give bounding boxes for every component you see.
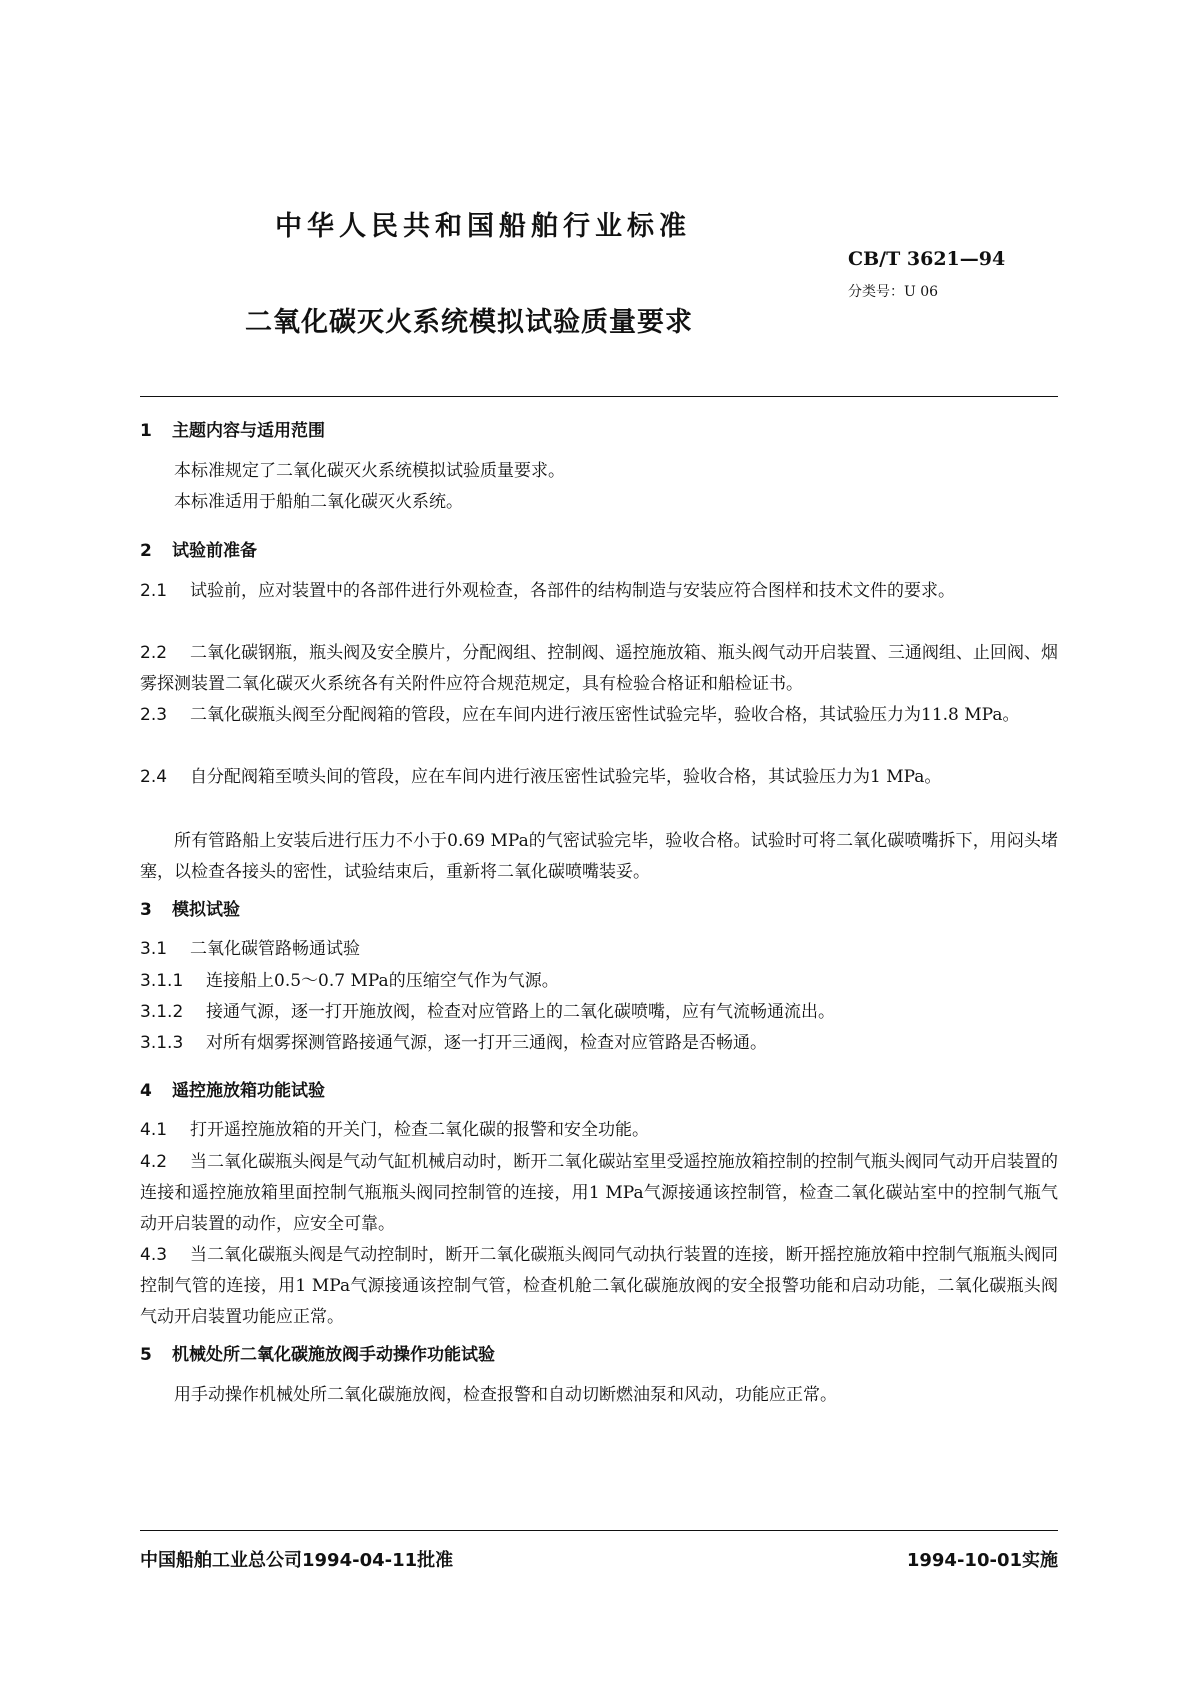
clause-2-4-text: 自分配阀箱至喷头间的管段，应在车间内进行液压密性试验完毕，验收合格，其试验压力为1 MPa。 [190, 767, 942, 787]
section-1-number: 1 [140, 421, 152, 441]
section-2-heading [140, 536, 257, 561]
clause-2-1-text: 试验前，应对装置中的各部件进行外观检查，各部件的结构制造与安装应符合图样和技术文件的要求。 [190, 581, 955, 601]
classification-number: 分类号：U 06 [848, 284, 939, 300]
clause-3-1-number: 3.1 [140, 939, 168, 959]
section-4-heading [140, 1076, 325, 1101]
header-divider [140, 396, 1058, 397]
section-5-heading [140, 1340, 495, 1365]
section-4-number: 4 [140, 1081, 152, 1101]
clause-2-2-text: 二氧化碳钢瓶，瓶头阀及安全膜片，分配阀组、控制阀、遥控施放箱、瓶头阀气动开启装置、三通阀组、止回阀、烟雾探测装置二氧化碳灭火系统各有关附件应符合规范规定，具有检验合格证和船检证书。 [140, 643, 1058, 694]
section-3-number: 3 [140, 900, 152, 920]
clause-4-1-number: 4.1 [140, 1120, 168, 1140]
clause-3-1-3 [140, 1028, 1058, 1059]
clause-2-3-number: 2.3 [140, 705, 168, 725]
approval-date: 中国船舶工业总公司1994-04-11批准 [140, 1550, 454, 1571]
clause-3-1-2-text: 接通气源，逐一打开施放阀，检查对应管路上的二氧化碳喷嘴，应有气流畅通流出。 [206, 1002, 835, 1022]
section-1-para-2: 本标准适用于船舶二氧化碳灭火系统。 [174, 492, 463, 512]
clause-3-1-1-number: 3.1.1 [140, 971, 184, 991]
clause-4-2-number: 4.2 [140, 1152, 168, 1172]
section-5-number: 5 [140, 1345, 152, 1365]
section-1-title: 主题内容与适用范围 [172, 421, 325, 441]
effective-date: 1994-10-01实施 [906, 1550, 1058, 1571]
clause-3-1-1-text: 连接船上0.5～0.7 MPa的压缩空气作为气源。 [206, 971, 559, 991]
clause-4-3-number: 4.3 [140, 1245, 168, 1265]
clause-3-1-1 [140, 966, 1058, 997]
clause-2-3 [140, 700, 1058, 731]
clause-2-4-extra: 所有管路船上安装后进行压力不小于0.69 MPa的气密试验完毕，验收合格。试验时可将二氧化碳喷嘴拆下，用闷头堵塞，以检查各接头的密性，试验结束后，重新将二氧化碳喷嘴装妥。 [140, 831, 1058, 882]
clause-3-1-text: 二氧化碳管路畅通试验 [190, 939, 360, 959]
footer-divider [140, 1530, 1058, 1531]
section-1-heading [140, 416, 325, 441]
section-2-number: 2 [140, 541, 152, 561]
clause-4-1-text: 打开遥控施放箱的开关门，检查二氧化碳的报警和安全功能。 [190, 1120, 649, 1140]
clause-2-2 [140, 638, 1058, 700]
clause-2-4 [140, 762, 1058, 793]
section-5-para-1: 用手动操作机械处所二氧化碳施放阀，检查报警和自动切断燃油泵和风动，功能应正常。 [174, 1385, 837, 1405]
section-3-title: 模拟试验 [172, 900, 240, 920]
section-1-para-1: 本标准规定了二氧化碳灭火系统模拟试验质量要求。 [174, 461, 565, 481]
standard-code: CB/T 3621—94 [848, 248, 1006, 270]
clause-3-1-3-text: 对所有烟雾探测管路接通气源，逐一打开三通阀，检查对应管路是否畅通。 [206, 1033, 767, 1053]
clause-2-2-number: 2.2 [140, 643, 168, 663]
clause-4-3 [140, 1240, 1058, 1333]
clause-4-2-text: 当二氧化碳瓶头阀是气动气缸机械启动时，断开二氧化碳站室里受遥控施放箱控制的控制气瓶头阀同气动开启装置的连接和遥控施放箱里面控制气瓶瓶头阀同控制管的连接，用1 MPa气源接通该控制管，检查二氧化碳站室中的控制气瓶气动开启装置的动作，应安全可靠。 [140, 1152, 1058, 1234]
document-title: 二氧化碳灭火系统模拟试验质量要求 [245, 307, 693, 338]
clause-3-1-3-number: 3.1.3 [140, 1033, 184, 1053]
clause-2-1-number: 2.1 [140, 581, 168, 601]
section-3-heading [140, 895, 240, 920]
clause-4-2 [140, 1147, 1058, 1240]
section-4-title: 遥控施放箱功能试验 [172, 1081, 325, 1101]
clause-4-1 [140, 1115, 1058, 1146]
clause-2-4-number: 2.4 [140, 767, 168, 787]
clause-3-1-2-number: 3.1.2 [140, 1002, 184, 1022]
clause-2-1 [140, 576, 1058, 607]
section-2-title: 试验前准备 [172, 541, 257, 561]
section-5-title: 机械处所二氧化碳施放阀手动操作功能试验 [172, 1345, 495, 1365]
clause-3-1-2 [140, 997, 1058, 1028]
clause-3-1 [140, 934, 1058, 965]
clause-4-3-text: 当二氧化碳瓶头阀是气动控制时，断开二氧化碳瓶头阀同气动执行装置的连接，断开摇控施放箱中控制气瓶瓶头阀同控制气管的连接，用1 MPa气源接通该控制气管，检查机舱二氧化碳施放阀的安全报警功能和启动功能，二氧化碳瓶头阀气动开启装置功能应正常。 [140, 1245, 1058, 1327]
clause-2-3-text: 二氧化碳瓶头阀至分配阀箱的管段，应在车间内进行液压密性试验完毕，验收合格，其试验压力为11.8 MPa。 [190, 705, 1020, 725]
standard-title: 中华人民共和国船舶行业标准 [275, 211, 691, 242]
